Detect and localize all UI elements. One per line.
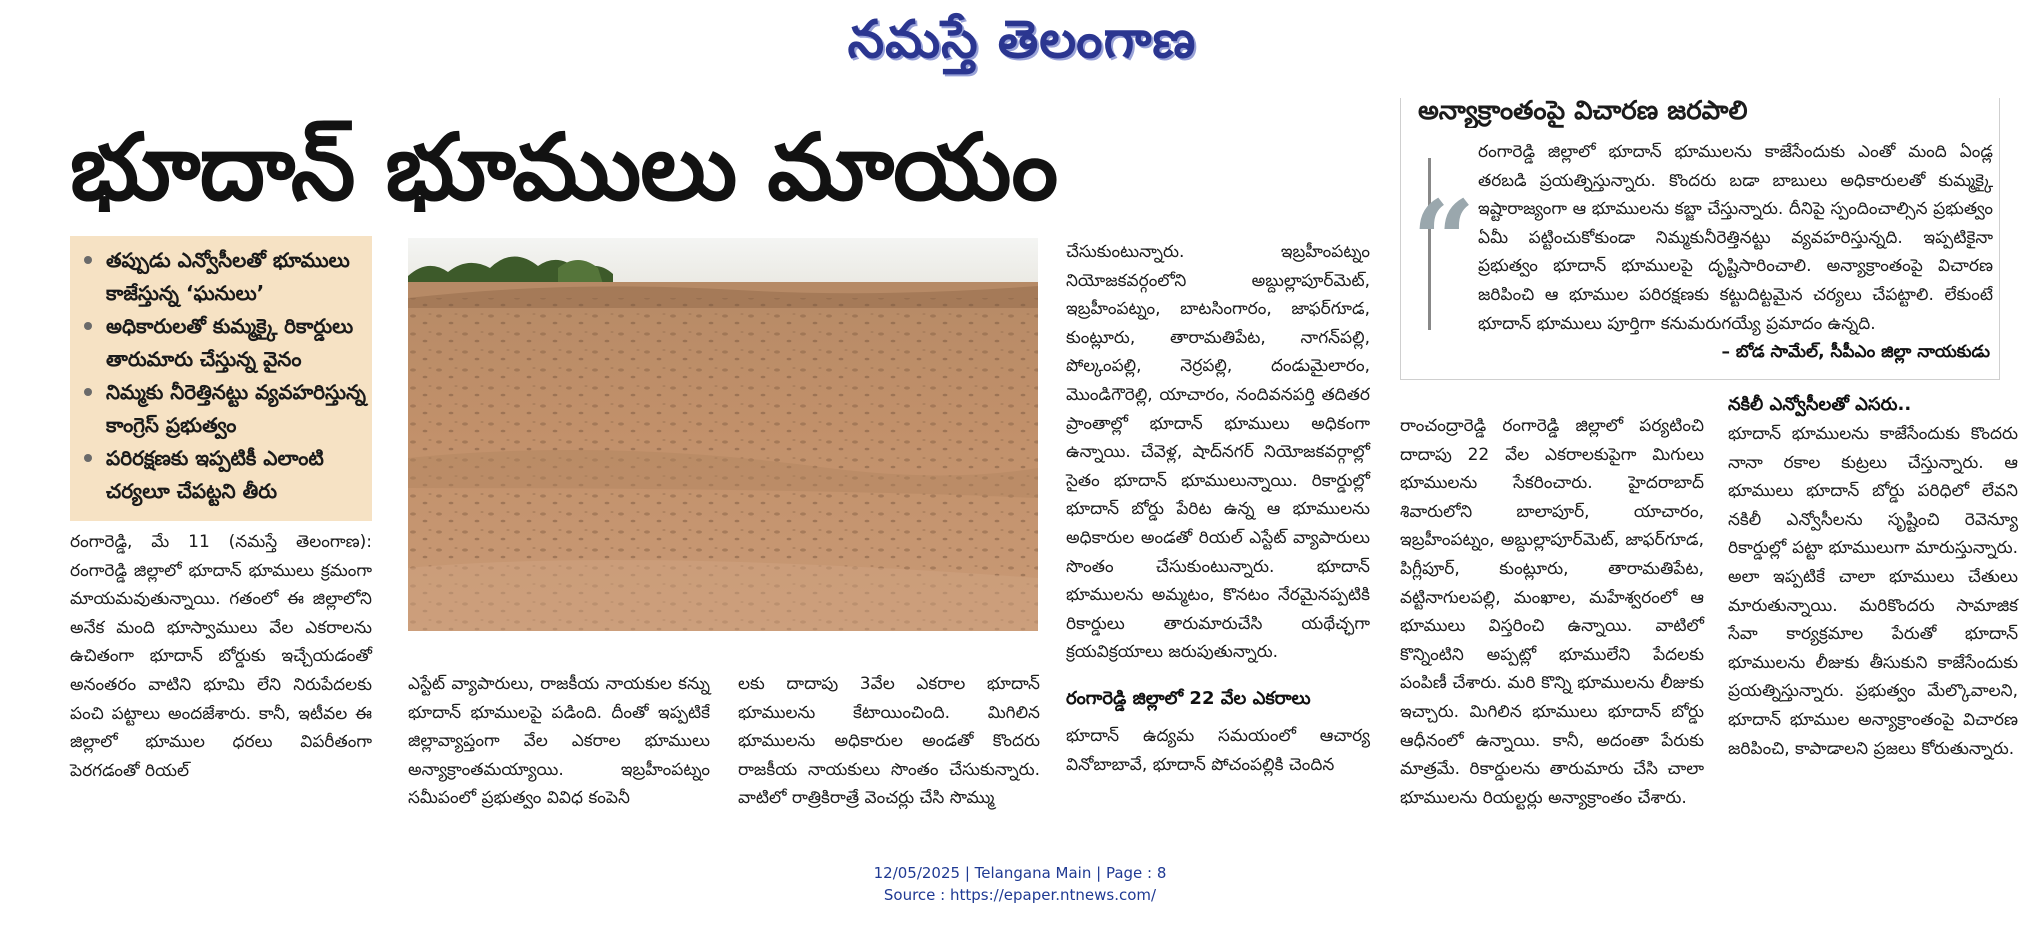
article-column-5: రాంచంద్రారెడ్డి రంగారెడ్డి జిల్లాలో పర్యటించి దాదాపు 22 వేల ఎకరాలకుపైగా మిగులు భూములను సేకరించారు. హైదరాబాద్ శివారులోని బాలాపూర్, యాచారం, ఇబ్రహీంపట్నం, అబ్దుల్లాపూర్‌మెట్, జాఫర్‌గూడ, పిగ్లీపూర్, కుంట్లూరు, తారామతిపేట, వట్టినాగులపల్లి, మంఖాల, మహేశ్వరంలో ఆ భూములు విస్తరించి ఉన్నాయి. వాటిలో కొన్నింటిని అప్పట్లో భూములేని పేదలకు పంపిణీ చేశారు. మరి కొన్ని భూములను లీజుకు ఇచ్చారు. మిగిలిన భూములు భూదాన్ బోర్డు ఆధీనంలో ఉన్నాయి. కానీ, అదంతా పేరుకు మాత్రమే. రికార్డులను తారుమారు చేసి చాలా భూములను రియల్టర్లు అన్యాక్రాంతం చేశారు. <box>1400 416 1704 808</box>
highlight-item: నిమ్మకు నీరెత్తినట్టు వ్యవహరిస్తున్న కాంగ్రెస్ ప్రభుత్వం <box>80 376 366 442</box>
footer-date-line: 12/05/2025 | Telangana Main | Page : 8 <box>873 864 1167 882</box>
highlight-item: అధికారులతో కుమ్మక్కై రికార్డులు తారుమారు చేస్తున్న వైనం <box>80 310 366 376</box>
bullet-icon <box>84 454 92 462</box>
quote-title: అన్యాక్రాంతంపై విచారణ జరపాలి <box>1418 96 1748 126</box>
bullet-icon <box>84 256 92 264</box>
highlight-item: పరిరక్షణకు ఇప్పటికీ ఎలాంటి చర్యలూ చేపట్టని తీరు <box>80 442 366 508</box>
land-photo <box>408 238 1038 631</box>
bullet-icon <box>84 388 92 396</box>
footer-source-line[interactable]: Source : https://epaper.ntnews.com/ <box>883 886 1157 904</box>
quote-author: – బోడ సామేల్, సీపీఎం జిల్లా నాయకుడు <box>1721 342 1990 362</box>
article-column-1: రంగారెడ్డి, మే 11 (నమస్తే తెలంగాణ): రంగారెడ్డి జిల్లాలో భూదాన్ భూములు క్రమంగా మాయమవుతున్నాయి. గతంలో ఈ జిల్లాలోని అనేక మంది భూస్వాములు వేల ఎకరాలను ఉచితంగా భూదాన్ బోర్డుకు ఇచ్చేయడంతో అనంతరం వాటిని భూమి లేని నిరుపేదలకు పంచి పట్టాలు అందజేశారు. కానీ, ఇటీవల ఈ జిల్లాలో భూముల ధరలు విపరీతంగా పెరగడంతో రియల్ <box>70 532 372 781</box>
article-column-2: ఎస్టేట్ వ్యాపారులు, రాజకీయ నాయకుల కన్ను భూదాన్ భూములపై పడింది. దీంతో ఇప్పటికే జిల్లావ్యాప్తంగా వేల ఎకరాల భూములు అన్యాక్రాంతమయ్యాయి. ఇబ్రహీంపట్నం సమీపంలో ప్రభుత్వం వివిధ కంపెనీ <box>408 674 710 809</box>
bullet-icon <box>84 322 92 330</box>
article-column-6: భూదాన్ భూములను కాజేసేందుకు కొందరు నానా రకాల కుట్రలు చేస్తున్నారు. ఆ భూములు భూదాన్ బోర్డు పరిధిలో లేవని నకిలీ ఎన్వోసీలను సృష్టించి రెవెన్యూ రికార్డుల్లో పట్టా భూములుగా మారుస్తున్నారు. అలా ఇప్పటికే చాలా భూములు చేతులు మారుతున్నాయి. మరికొందరు సామాజిక సేవా కార్యక్రమాల పేరుతో భూదాన్ భూములను లీజుకు తీసుకుని కాజేసేందుకు ప్రయత్నిస్తున్నారు. ప్రభుత్వం మేల్కొవాలని, భూదాన్ భూముల అన్యాక్రాంతంపై విచారణ జరిపించి, కాపాడాలని ప్రజలు కోరుతున్నారు. <box>1728 424 2018 759</box>
quote-mark-icon: “ <box>1412 176 1476 305</box>
page-footer <box>720 862 1320 908</box>
masthead-logo: నమస్తే తెలంగాణ <box>847 9 1197 70</box>
article-column-4: చేసుకుంటున్నారు. ఇబ్రహీంపట్నం నియోజకవర్గంలోని అబ్దుల్లాపూర్‌మెట్, ఇబ్రహీంపట్నం, బాటసింగారం, జాఫర్‌గూడ, కుంట్లూరు, తారామతిపేట, నాగన్‌పల్లి, పోల్కంపల్లి, నెర్రపల్లి, దండుమైలారం, మొండిగౌరెల్లి, యాచారం, నందివనపర్తి తదితర ప్రాంతాల్లో భూదాన్ భూములు అధికంగా ఉన్నాయి. చేవెళ్ల, షాద్‌నగర్ నియోజకవర్గాల్లో సైతం భూదాన్ భూములున్నాయి. రికార్డుల్లో భూదాన్ బోర్డు పేరిట ఉన్న ఆ భూములను అధికారుల అండతో రియల్ ఎస్టేట్ వ్యాపారులు సొంతం చేసుకుంటున్నారు. భూదాన్ భూములను అమ్మటం, కొనటం నేరమైనప్పటికి రికార్డులు తారుమారుచేసి యథేచ్ఛగా క్రయవిక్రయాలు జరుపుతున్నారు. <box>1066 242 1370 663</box>
article-column-3: లకు దాదాపు 3వేల ఎకరాల భూదాన్ భూములను కేటాయించింది. మిగిలిన భూములను అధికారుల అండతో కొందరు రాజకీయ నాయకులు సొంతం చేసుకున్నారు. వాటిలో రాత్రికిరాత్రే వెంచర్లు చేసి సొమ్ము <box>738 674 1040 809</box>
quote-text: రంగారెడ్డి జిల్లాలో భూదాన్ భూములను కాజేసేందుకు ఎంతో మంది ఏండ్ల తరబడి ప్రయత్నిస్తున్నారు. కొందరు బడా బాబులు అధికారులతో కుమ్మక్కై ఇష్టారాజ్యంగా ఆ భూములను కబ్జా చేస్తున్నారు. దీనిపై స్పందించాల్సిన ప్రభుత్వం ఏమీ పట్టించుకోకుండా నిమ్మకునీరెత్తినట్టు వ్యవహరిస్తున్నది. ఇప్పటికైనా ప్రభుత్వం భూదాన్ భూములపై దృష్టిసారించాలి. అన్యాక్రాంతంపై విచారణ జరిపించి ఆ భూముల పరిరక్షణకు కట్టుదిట్టమైన చర్యలు చేపట్టాలి. లేకుంటే భూదాన్ భూములు పూర్తిగా కనుమరుగయ్యే ప్రమాదం ఉన్నది. <box>1478 142 1993 334</box>
article-column-4-tail: భూదాన్ ఉద్యమ సమయంలో ఆచార్య వినోబాబావే, భూదాన్ పోచంపల్లికి చెందిన <box>1066 726 1370 775</box>
section-subhead: నకిలీ ఎన్వోసీలతో ఎసరు.. <box>1728 394 1912 415</box>
page-headline: భూదాన్ భూములు మాయం <box>70 114 1058 221</box>
highlights-box <box>70 236 372 521</box>
highlight-item: తప్పుడు ఎన్వోసీలతో భూములు కాజేస్తున్న ‘ఘనులు’ <box>80 244 366 310</box>
section-subhead: రంగారెడ్డి జిల్లాలో 22 వేల ఎకరాలు <box>1066 688 1311 709</box>
